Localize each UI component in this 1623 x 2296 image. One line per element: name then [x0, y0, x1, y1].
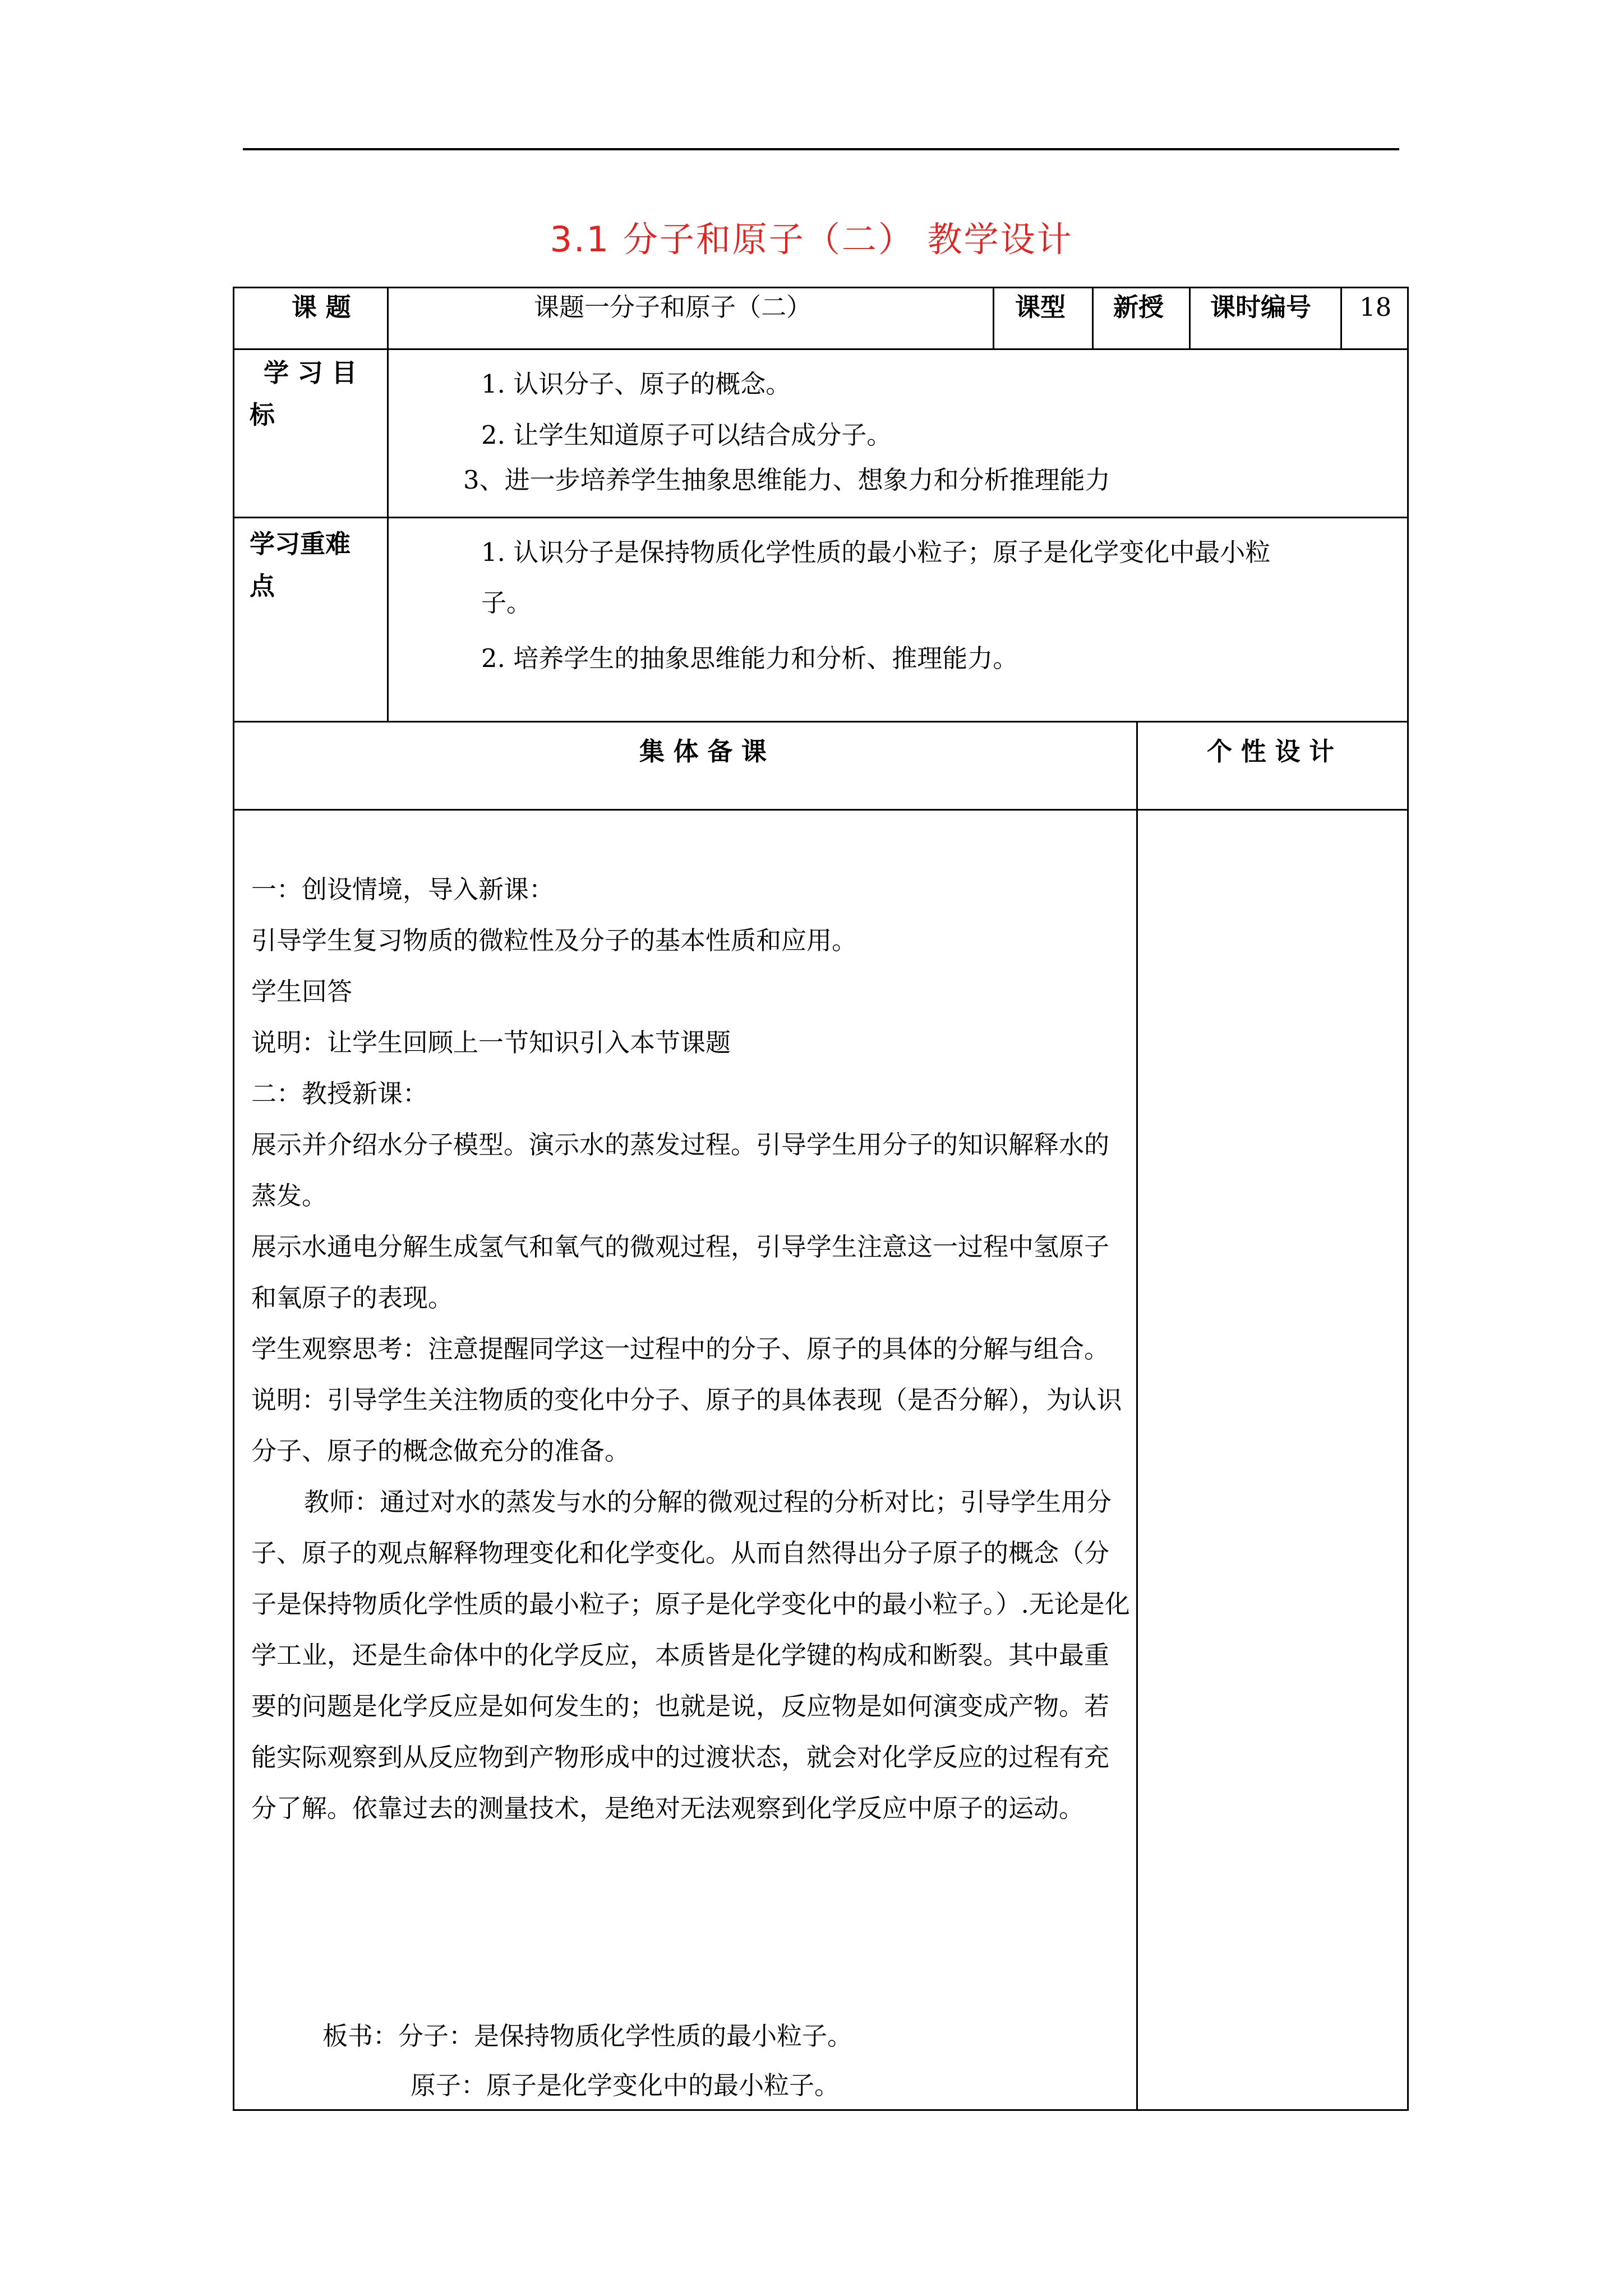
topic-value: 课题一分子和原子（二）	[534, 292, 812, 322]
row-divider	[233, 517, 1409, 518]
row-divider	[233, 721, 1409, 723]
key-points-label: 学习重难	[250, 529, 351, 559]
period-number-value: 18	[1359, 292, 1392, 322]
key-point-item: 2. 培养学生的抽象思维能力和分析、推理能力。	[481, 643, 1018, 673]
content-paragraph: 教师：通过对水的蒸发与水的分解的微观过程的分析对比；引导学生用分子、原子的观点解释物理变化和化学变化。从而自然得出分子原子的概念（分子是保持物质化学性质的最小粒子；原子是化学变化中的最小粒子。）.无论是化学工业，还是生命体中的化学反应，本质皆是化学键的构成和断裂。其中最重要的问题是化学反应是如何发生的；也就是说，反应物是如何演变成产物。若能实际观察到从反应物到产物形成中的过渡状态，就会对化学反应的过程有充分了解。依靠过去的测量技术，是绝对无法观察到化学反应中原子的运动。	[251, 1487, 1130, 1823]
objective-item: 1. 认识分子、原子的概念。	[481, 369, 791, 399]
row-divider	[233, 809, 1409, 811]
header-rule	[243, 148, 1399, 150]
key-points-label: 点	[250, 571, 275, 601]
lesson-type-label: 课型	[1015, 292, 1066, 322]
col-divider	[1092, 287, 1094, 348]
objectives-label: 标	[250, 400, 275, 430]
col-divider	[1136, 721, 1138, 2111]
key-point-item: 子。	[481, 588, 532, 618]
key-point-item: 1. 认识分子是保持物质化学性质的最小粒子；原子是化学变化中最小粒	[481, 537, 1271, 567]
topic-label: 课 题	[292, 292, 351, 322]
col-divider	[387, 287, 389, 721]
content-paragraph: 展示水通电分解生成氢气和氧气的微观过程，引导学生注意这一过程中氢原子和氧原子的表现。	[251, 1232, 1110, 1313]
board-note: 板书：分子：是保持物质化学性质的最小粒子。	[322, 2021, 853, 2051]
content-paragraph: 说明：让学生回顾上一节知识引入本节课题	[251, 1028, 731, 1057]
board-note: 原子：原子是化学变化中的最小粒子。	[411, 2070, 840, 2100]
col-divider	[1340, 287, 1342, 348]
col-divider	[993, 287, 994, 348]
objective-item: 3、进一步培养学生抽象思维能力、想象力和分析推理能力	[463, 465, 1110, 495]
document-title: 3.1 分子和原子（二） 教学设计	[550, 219, 1073, 260]
lesson-content	[251, 864, 1132, 1834]
period-number-label: 课时编号	[1210, 292, 1312, 322]
content-paragraph: 展示并介绍水分子模型。演示水的蒸发过程。引导学生用分子的知识解释水的蒸发。	[251, 1130, 1110, 1211]
content-paragraph: 学生回答	[251, 977, 353, 1006]
objectives-label: 学 习 目	[264, 358, 357, 388]
objective-item: 2. 让学生知道原子可以结合成分子。	[481, 420, 892, 450]
collective-prep-header: 集 体 备 课	[639, 737, 767, 766]
col-divider	[1189, 287, 1191, 348]
personal-design-header: 个 性 设 计	[1207, 737, 1334, 766]
row-divider	[233, 348, 1409, 350]
content-paragraph: 引导学生复习物质的微粒性及分子的基本性质和应用。	[251, 926, 857, 955]
content-paragraph: 学生观察思考：注意提醒同学这一过程中的分子、原子的具体的分解与组合。	[251, 1334, 1110, 1364]
content-paragraph: 一：创设情境，导入新课：	[251, 875, 555, 904]
lesson-type-value: 新授	[1113, 292, 1164, 322]
content-paragraph: 说明：引导学生关注物质的变化中分子、原子的具体表现（是否分解），为认识分子、原子的概念做充分的准备。	[251, 1385, 1122, 1466]
content-paragraph: 二：教授新课：	[251, 1079, 428, 1108]
